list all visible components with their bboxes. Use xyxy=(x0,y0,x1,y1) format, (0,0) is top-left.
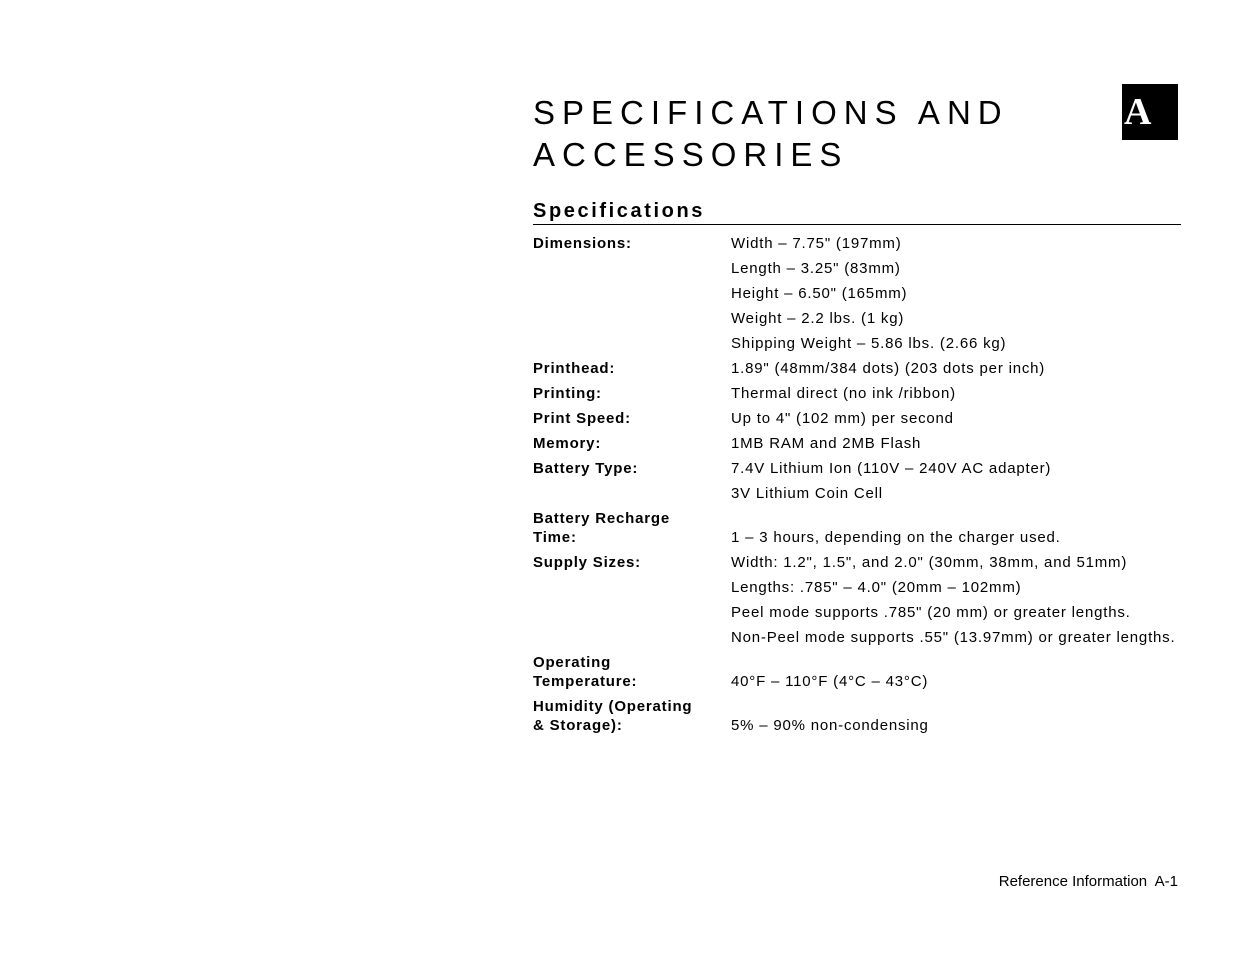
spec-label: Printing: xyxy=(533,385,602,402)
spec-value: Up to 4" (102 mm) per second xyxy=(731,410,954,427)
chapter-title xyxy=(533,92,1093,176)
spec-values xyxy=(731,459,1183,503)
spec-value: Weight – 2.2 lbs. (1 kg) xyxy=(731,310,905,327)
section-heading: Specifications xyxy=(533,200,705,222)
spec-label: Printhead: xyxy=(533,360,616,377)
spec-values xyxy=(731,672,1183,691)
spec-label-line: Temperature: xyxy=(533,673,638,690)
spec-label: Print Speed: xyxy=(533,410,631,427)
spec-values xyxy=(731,384,1183,403)
spec-values xyxy=(731,716,1183,735)
spec-value: 1.89" (48mm/384 dots) (203 dots per inch) xyxy=(731,360,1046,377)
spec-label: Battery Type: xyxy=(533,460,639,477)
spec-value: Length – 3.25" (83mm) xyxy=(731,260,901,277)
spec-row-humidity xyxy=(533,697,1183,735)
spec-value: 7.4V Lithium Ion (110V – 240V AC adapter) xyxy=(731,460,1052,477)
spec-value: Peel mode supports .785" (20 mm) or greater lengths. xyxy=(731,604,1131,621)
spec-value: 1 – 3 hours, depending on the charger used. xyxy=(731,529,1061,546)
spec-value: Width – 7.75" (197mm) xyxy=(731,235,902,252)
spec-row-battery-type xyxy=(533,459,1183,503)
spec-label: Dimensions: xyxy=(533,235,632,252)
spec-row-supply-sizes xyxy=(533,553,1183,647)
section-divider xyxy=(533,224,1181,225)
spec-values xyxy=(731,409,1183,428)
spec-row-operating-temperature xyxy=(533,653,1183,691)
spec-row-memory xyxy=(533,434,1183,453)
spec-value: Thermal direct (no ink /ribbon) xyxy=(731,385,956,402)
spec-label-line: Battery Recharge xyxy=(533,510,671,527)
spec-row-printhead xyxy=(533,359,1183,378)
spec-value: Non-Peel mode supports .55" (13.97mm) or greater lengths. xyxy=(731,629,1176,646)
spec-label: Supply Sizes: xyxy=(533,554,641,571)
chapter-title-line-2: ACCESSORIES xyxy=(533,136,849,173)
spec-row-printing xyxy=(533,384,1183,403)
spec-row-battery-recharge-time xyxy=(533,509,1183,547)
spec-value: 5% – 90% non-condensing xyxy=(731,717,929,734)
spec-value: Shipping Weight – 5.86 lbs. (2.66 kg) xyxy=(731,335,1007,352)
spec-label xyxy=(533,509,731,547)
spec-label-line: & Storage): xyxy=(533,717,623,734)
spec-value: Lengths: .785" – 4.0" (20mm – 102mm) xyxy=(731,579,1022,596)
spec-label-line: Humidity (Operating xyxy=(533,698,693,715)
chapter-tab-badge: A xyxy=(1122,84,1178,140)
spec-label-line: Time: xyxy=(533,529,577,546)
specifications-table xyxy=(533,234,1183,741)
spec-label-line: Operating xyxy=(533,654,612,671)
spec-label: Memory: xyxy=(533,435,602,452)
chapter-title-line-1: SPECIFICATIONS AND xyxy=(533,94,1009,131)
spec-values xyxy=(731,359,1183,378)
spec-values xyxy=(731,528,1183,547)
spec-values xyxy=(731,434,1183,453)
page-footer: Reference Information A-1 xyxy=(998,873,1178,890)
spec-value: 3V Lithium Coin Cell xyxy=(731,485,883,502)
spec-values xyxy=(731,553,1183,647)
spec-row-print-speed xyxy=(533,409,1183,428)
spec-label xyxy=(533,697,731,735)
spec-label xyxy=(533,653,731,691)
spec-value: 40°F – 110°F (4°C – 43°C) xyxy=(731,673,929,690)
spec-value: Height – 6.50" (165mm) xyxy=(731,285,908,302)
spec-value: 1MB RAM and 2MB Flash xyxy=(731,435,922,452)
spec-value: Width: 1.2", 1.5", and 2.0" (30mm, 38mm, and 51mm) xyxy=(731,554,1128,571)
spec-row-dimensions xyxy=(533,234,1183,353)
spec-values xyxy=(731,234,1183,353)
